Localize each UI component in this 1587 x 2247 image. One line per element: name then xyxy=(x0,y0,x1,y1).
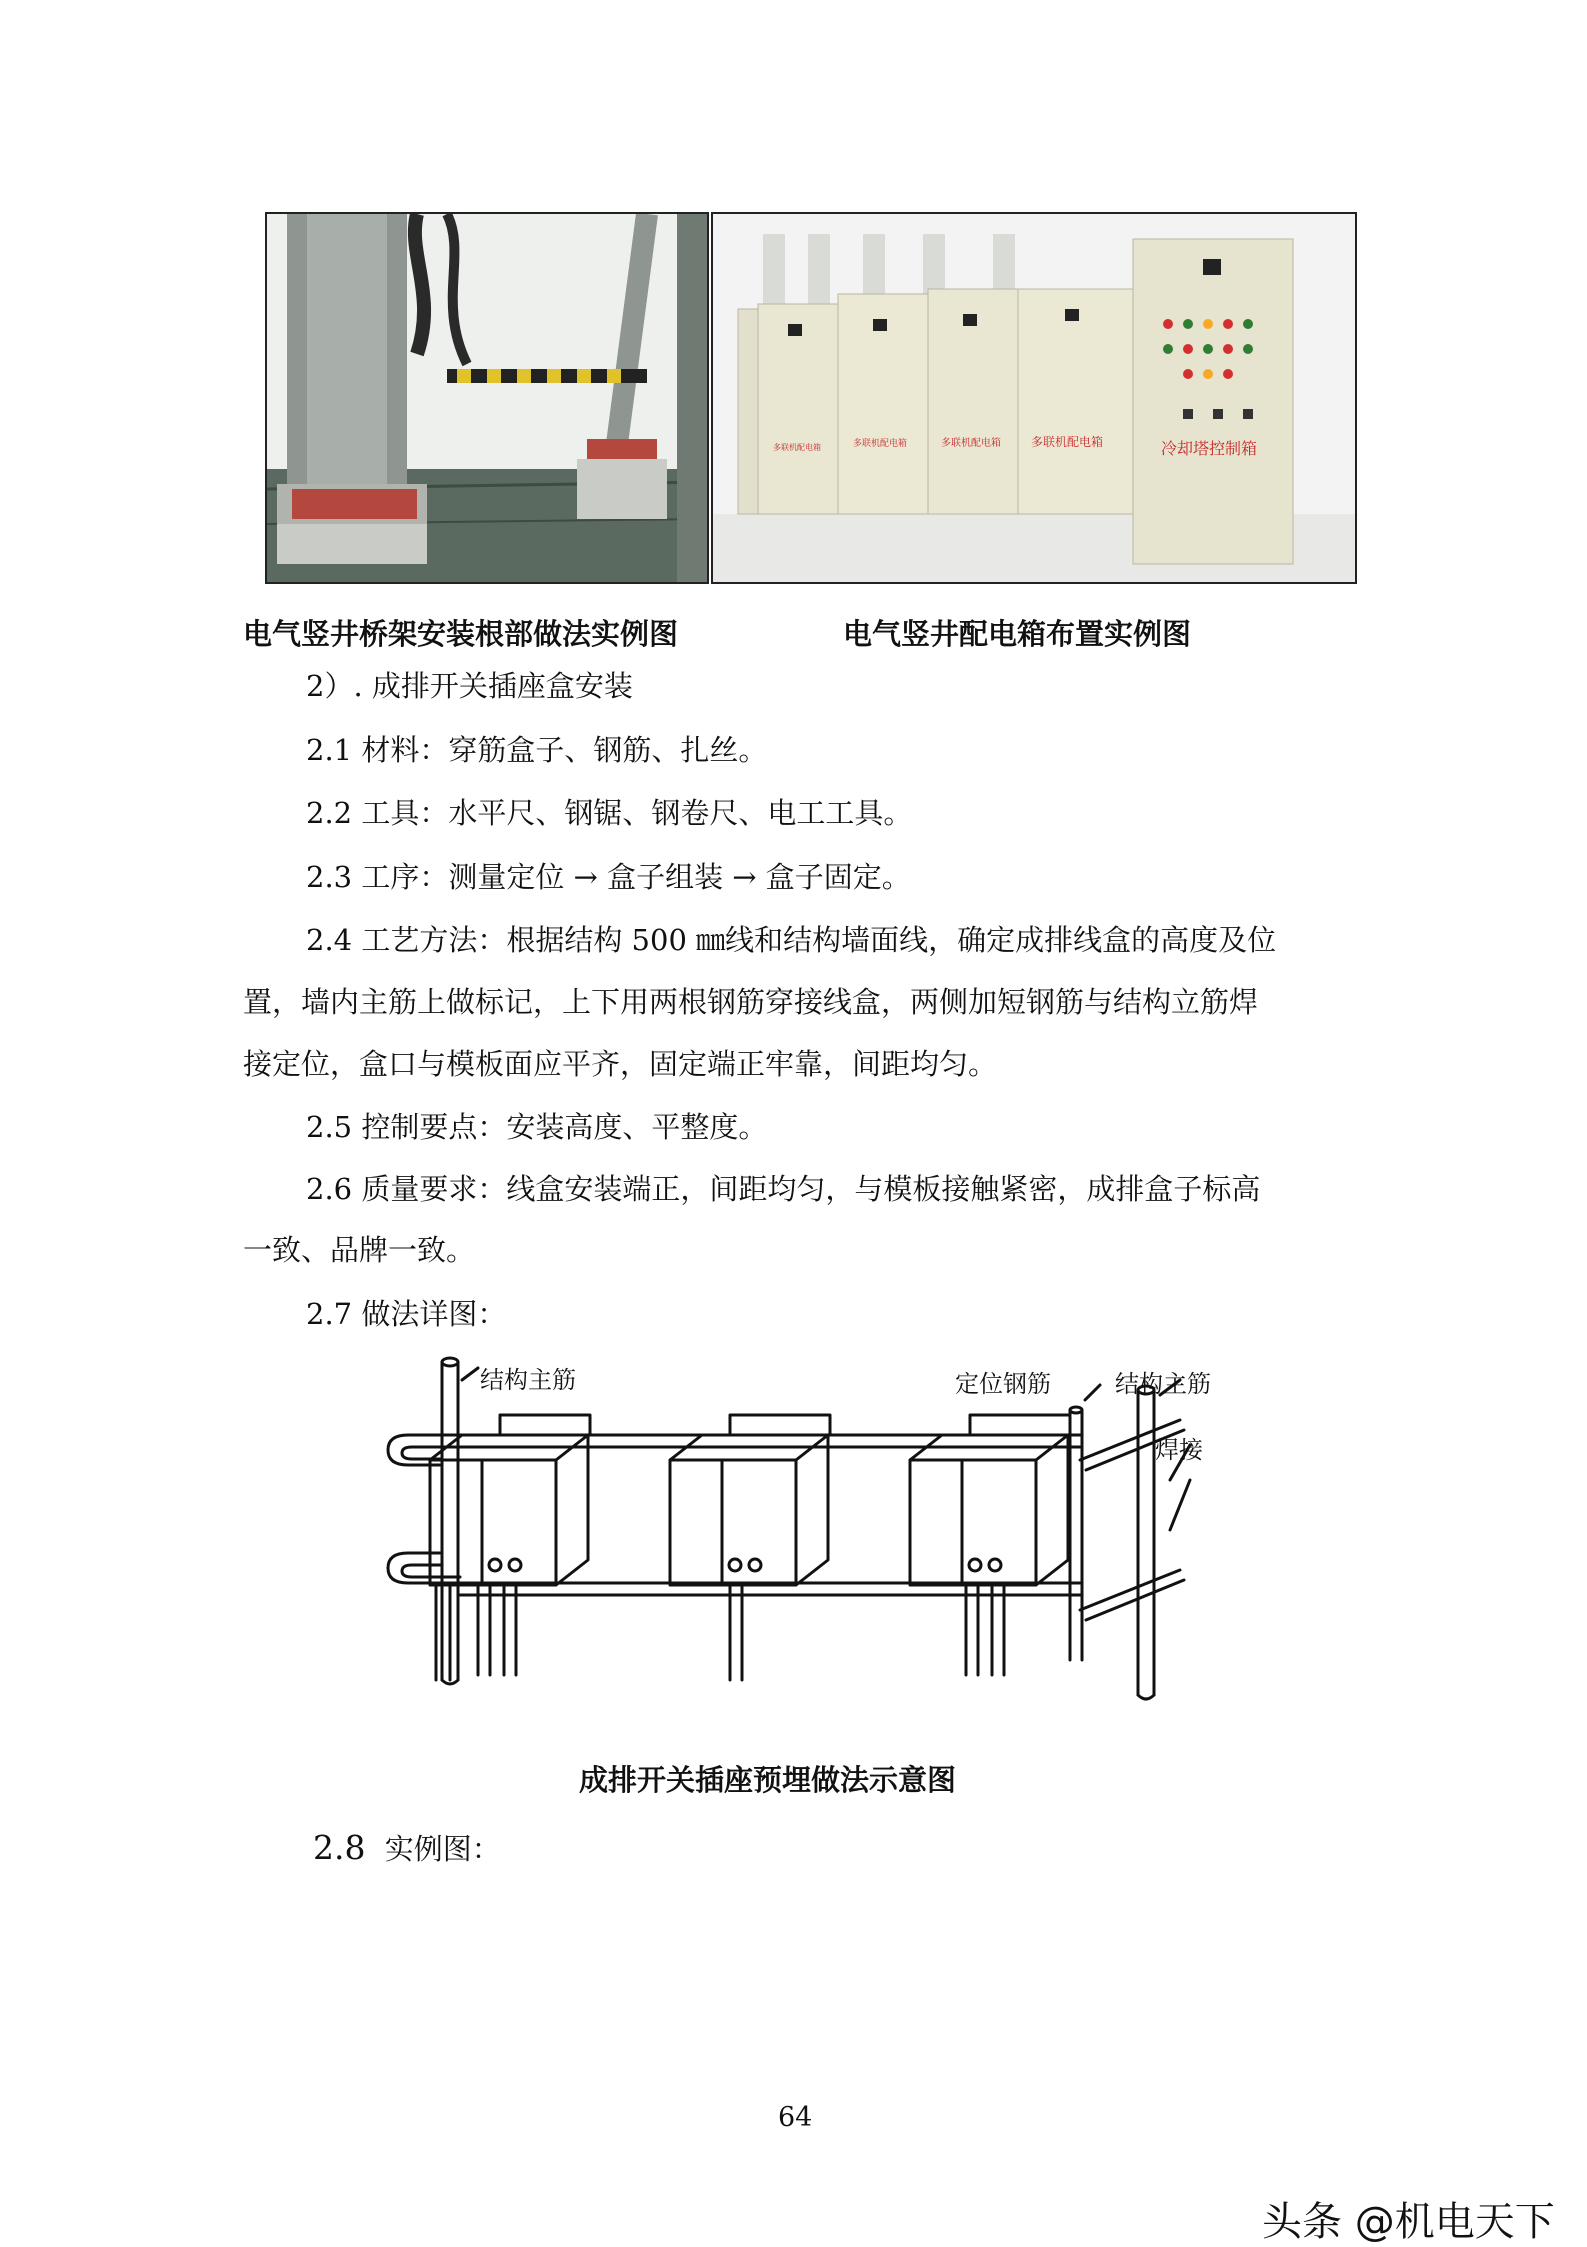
cabinet-label: 多联机配电箱 xyxy=(773,443,821,452)
paragraph-2-4-line2: 置，墙内主筋上做标记，上下用两根钢筋穿接线盒，两侧加短钢筋与结构立筋焊 xyxy=(243,985,1259,1019)
paragraph-2-8-text: 实例图： xyxy=(384,1832,501,1866)
cabinet-label: 多联机配电箱 xyxy=(1031,435,1104,449)
cabinet-label: 多联机配电箱 xyxy=(941,438,1001,449)
paragraph-2-7: 2.7 做法详图： xyxy=(306,1297,507,1331)
paragraph-2-8 xyxy=(313,1816,501,1881)
photo-distribution-boxes-image xyxy=(713,214,1355,582)
watermark: 头条 @机电天下 xyxy=(1262,2199,1555,2245)
paragraph-2-1: 2.1 材料：穿筋盒子、钢筋、扎丝。 xyxy=(306,733,768,767)
photo-caption-left: 电气竖井桥架安装根部做法实例图 xyxy=(243,617,679,651)
section-heading: 2）. 成排开关插座盒安装 xyxy=(306,669,633,703)
label-weld: 焊接 xyxy=(1155,1436,1203,1464)
paragraph-2-6-line2: 一致、品牌一致。 xyxy=(243,1233,476,1267)
switch-box-diagram xyxy=(380,1340,1240,1720)
diagram-caption: 成排开关插座预埋做法示意图 xyxy=(579,1763,957,1797)
photo-tray-base-image xyxy=(267,214,707,582)
paragraph-2-4-line3: 接定位，盒口与模板面应平齐，固定端正牢靠，间距均匀。 xyxy=(243,1047,998,1081)
cabinet-label: 多联机配电箱 xyxy=(853,439,908,449)
page-number: 64 xyxy=(778,2102,813,2133)
photo-caption-right: 电气竖井配电箱布置实例图 xyxy=(843,617,1192,651)
photo-tray-base xyxy=(265,212,709,584)
paragraph-2-3: 2.3 工序：测量定位 → 盒子组装 → 盒子固定。 xyxy=(306,860,911,894)
label-locating-rebar: 定位钢筋 xyxy=(955,1370,1051,1398)
photo-distribution-boxes xyxy=(711,212,1357,584)
paragraph-2-2: 2.2 工具：水平尺、钢锯、钢卷尺、电工工具。 xyxy=(306,796,913,830)
label-main-rebar-left: 结构主筋 xyxy=(480,1366,576,1394)
paragraph-2-4-line1: 2.4 工艺方法：根据结构 500 ㎜线和结构墙面线，确定成排线盒的高度及位 xyxy=(306,923,1277,957)
paragraph-2-5: 2.5 控制要点：安装高度、平整度。 xyxy=(306,1110,768,1144)
paragraph-2-6-line1: 2.6 质量要求：线盒安装端正，间距均匀，与模板接触紧密，成排盒子标高 xyxy=(306,1172,1261,1206)
paragraph-2-8-number: 2.8 xyxy=(313,1828,366,1867)
label-main-rebar-right: 结构主筋 xyxy=(1115,1370,1211,1398)
cabinet-label: 冷却塔控制箱 xyxy=(1161,439,1258,458)
